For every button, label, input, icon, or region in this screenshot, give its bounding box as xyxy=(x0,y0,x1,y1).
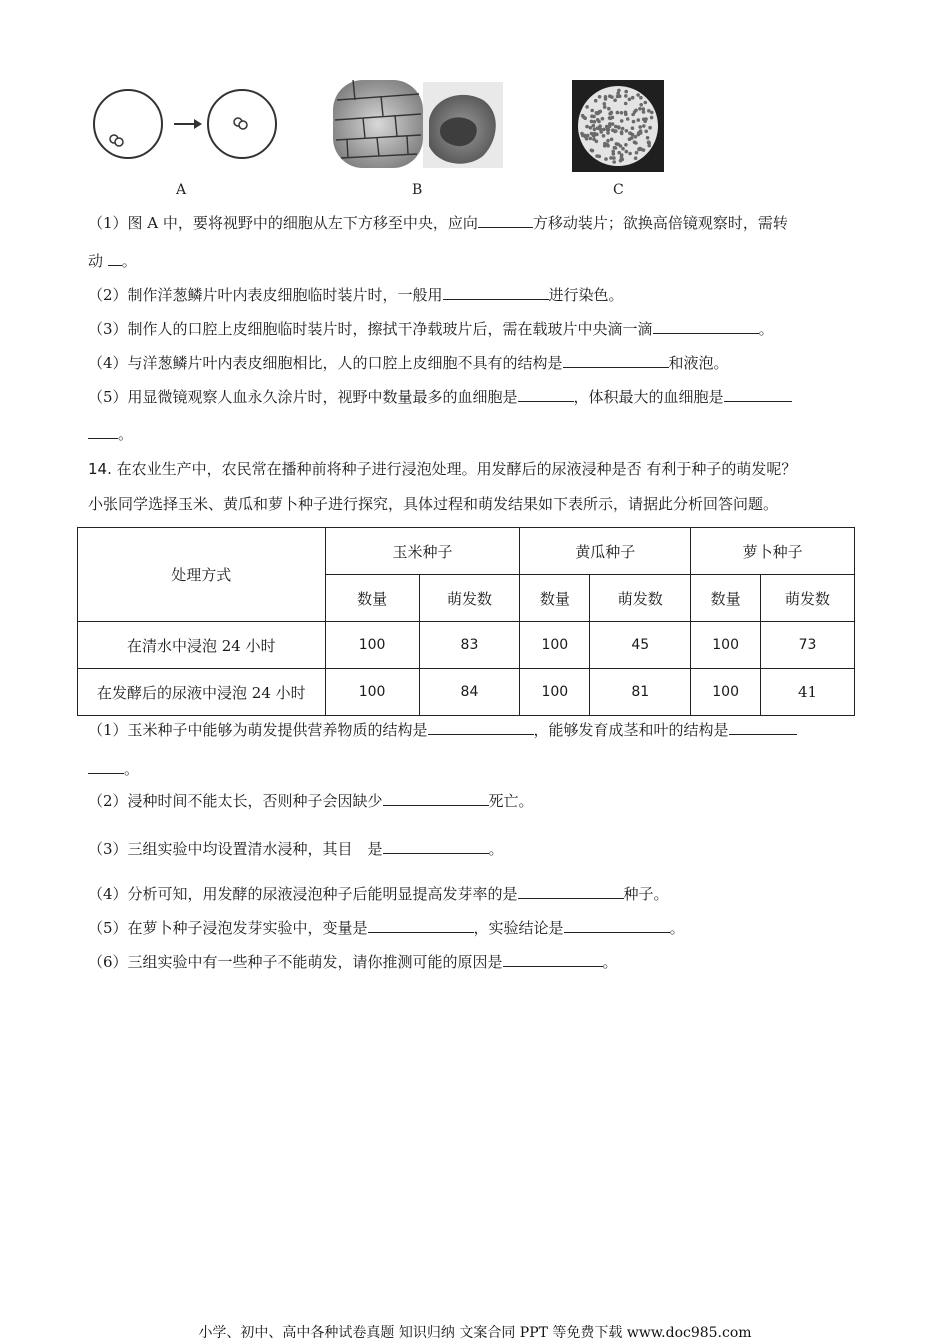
blood-cell-dot xyxy=(590,115,594,119)
blood-cell-dot xyxy=(616,143,620,147)
blood-cell-dot xyxy=(624,102,628,106)
blood-cell-dot xyxy=(616,95,620,99)
blood-cell-dot xyxy=(637,147,641,151)
blood-cell-dot xyxy=(590,120,594,124)
table-cell: 100 xyxy=(325,622,419,669)
q13-part1-line1: （1）图 A 中，要将视野中的细胞从左下方移至中央，应向 方移动装片；欲换高倍镜观察时，需转 xyxy=(88,214,788,232)
figure-c-blood-smear xyxy=(572,80,664,172)
blood-cell-dot xyxy=(612,160,616,164)
blood-cell-dot xyxy=(620,111,624,115)
figure-b-label: B xyxy=(412,182,423,198)
blood-cell-dot xyxy=(592,124,596,128)
blood-cell-dot xyxy=(620,119,624,123)
answer-blank[interactable] xyxy=(478,213,533,228)
blood-cell-dot xyxy=(632,120,636,124)
table-cell: 45 xyxy=(590,622,691,669)
row-label: 在清水中浸泡 24 小时 xyxy=(78,622,326,669)
subheader-cell: 数量 xyxy=(520,575,590,622)
answer-blank[interactable] xyxy=(729,720,797,735)
blood-cell-dot xyxy=(626,117,630,121)
answer-blank[interactable] xyxy=(518,387,574,402)
q14-part5: （5）在萝卜种子浸泡发芽实验中，变量是 ，实验结论是 。 xyxy=(88,919,685,937)
blood-cell-dot xyxy=(590,132,594,136)
blood-cell-dot xyxy=(642,124,646,128)
header-treatment: 处理方式 xyxy=(78,528,326,622)
blood-cell-dot xyxy=(633,110,637,114)
blood-cell-dot xyxy=(581,114,585,118)
table-cell: 73 xyxy=(761,622,855,669)
q14-intro-line2: 小张同学选择玉米、黄瓜和萝卜种子进行探究，具体过程和萌发结果如下表所示，请据此分析回答问题。 xyxy=(88,495,779,513)
blood-cell-dot xyxy=(647,140,651,144)
blood-cell-dot xyxy=(644,130,648,134)
blood-cell-dot xyxy=(617,151,621,155)
blood-cell-dot xyxy=(589,137,593,141)
germination-results-table xyxy=(77,527,855,716)
blood-cell-dot xyxy=(597,120,601,124)
blood-cell-dot xyxy=(595,154,599,158)
blood-cell-dot xyxy=(624,143,628,147)
blood-cell-dot xyxy=(628,131,632,135)
blood-cell-dot xyxy=(624,111,628,115)
blood-cell-dot xyxy=(647,109,651,113)
blood-cell-dot xyxy=(636,93,640,97)
table-cell: 83 xyxy=(419,622,520,669)
blood-cell-dot xyxy=(608,116,612,120)
blood-cell-dot xyxy=(604,95,608,99)
answer-blank[interactable] xyxy=(653,319,759,334)
blood-cell-dot xyxy=(616,111,620,115)
blood-cell-dot xyxy=(580,132,584,136)
blood-cell-dot xyxy=(634,156,638,160)
blood-cell-dot xyxy=(604,157,608,161)
blood-cell-dot xyxy=(631,96,635,100)
answer-blank[interactable] xyxy=(724,387,792,402)
blood-cell-dot xyxy=(628,98,632,102)
blood-cell-dot xyxy=(648,126,652,130)
blood-cell-dot xyxy=(635,151,639,155)
blood-cell-dot xyxy=(642,148,646,152)
blood-cell-dot xyxy=(593,128,597,132)
blood-cell-dot xyxy=(602,134,606,138)
blood-cell-dot xyxy=(628,137,632,141)
table-cell: 100 xyxy=(520,622,590,669)
blood-cell-dot xyxy=(621,127,625,131)
subheader-cell: 数量 xyxy=(691,575,761,622)
blood-cell-dot xyxy=(625,129,629,133)
blood-cell-dot xyxy=(647,144,651,148)
table-row xyxy=(78,622,855,669)
blood-cell-dot xyxy=(598,95,602,99)
blood-cell-dot xyxy=(610,138,614,142)
blood-cell-dot xyxy=(610,111,614,115)
blood-cell-dot xyxy=(595,133,599,137)
q14-part3: （3）三组实验中均设置清水浸种，其目 是 。 xyxy=(88,840,504,858)
blood-cell-dot xyxy=(628,152,632,156)
answer-blank[interactable] xyxy=(368,918,474,933)
answer-blank[interactable] xyxy=(518,884,624,899)
answer-blank[interactable] xyxy=(383,791,489,806)
q14-part6: （6）三组实验中有一些种子不能萌发，请你推测可能的原因是 。 xyxy=(88,953,618,971)
table-row xyxy=(78,669,855,716)
blood-cell-dot xyxy=(638,125,642,129)
blood-cell-dot xyxy=(617,89,621,93)
blood-cell-dot xyxy=(596,126,600,130)
blood-cell-dot xyxy=(611,128,615,132)
blood-cell-dot xyxy=(613,146,617,150)
blood-cell-dot xyxy=(602,128,606,132)
blood-cell-dot xyxy=(624,90,628,94)
blood-cell-dot xyxy=(584,135,588,139)
blood-cell-dot xyxy=(642,110,646,114)
blood-cell-dot xyxy=(639,103,643,107)
blood-cell-dot xyxy=(606,131,610,135)
blood-cell-dot xyxy=(612,152,616,156)
q13-part1-line2: 动 。 xyxy=(88,252,137,270)
blood-cell-dot xyxy=(590,109,594,113)
blood-cell-dot xyxy=(603,102,607,106)
blood-cell-dot xyxy=(646,136,650,140)
blood-cell-dot xyxy=(633,140,637,144)
subheader-cell: 数量 xyxy=(325,575,419,622)
blood-cell-dot xyxy=(644,101,648,105)
blood-cell-dot xyxy=(650,116,654,120)
blood-cell-dot xyxy=(620,130,624,134)
blood-cell-dot xyxy=(617,126,621,130)
figure-c-label: C xyxy=(613,182,624,198)
blood-cell-dot xyxy=(638,107,642,111)
blood-cell-dot xyxy=(631,126,635,130)
blood-cell-dot xyxy=(613,98,617,102)
q14-part4: （4）分析可知，用发酵的尿液浸泡种子后能明显提高发芽率的是 种子。 xyxy=(88,885,669,903)
figure-b-cell-micrographs xyxy=(333,80,505,170)
header-group: 玉米种子 xyxy=(325,528,520,575)
q14-number: 14. xyxy=(88,460,112,478)
q14-intro-line1: 14. 在农业生产中，农民常在播种前将种子进行浸泡处理。用发酵后的尿液浸种是否 有利于种子的萌发呢？ xyxy=(88,460,797,478)
answer-blank[interactable] xyxy=(563,353,669,368)
blood-cell-dot xyxy=(625,150,629,154)
table-cell: 100 xyxy=(691,669,761,716)
q13-part5-line2: 。 xyxy=(88,424,133,444)
page-footer: 小学、初中、高中各种试卷真题 知识归纳 文案合同 PPT 等免费下载 www.doc985.com xyxy=(198,1325,752,1341)
blood-cell-dot xyxy=(614,125,618,129)
blood-cell-dot xyxy=(605,143,609,147)
answer-blank[interactable] xyxy=(503,952,603,967)
header-group: 萝卜种子 xyxy=(691,528,855,575)
blood-cell-dot xyxy=(595,140,599,144)
blood-cell-dot xyxy=(606,128,610,132)
table-cell: 100 xyxy=(691,622,761,669)
answer-blank[interactable] xyxy=(564,918,670,933)
blood-cell-dot xyxy=(605,125,609,129)
blood-cell-dot xyxy=(607,107,611,111)
table-cell: 41 xyxy=(761,669,855,716)
blood-cell-dot xyxy=(603,105,607,109)
blood-cell-dot xyxy=(594,99,598,103)
blood-cell-dot xyxy=(610,95,614,99)
table-cell: 81 xyxy=(590,669,691,716)
subheader-cell: 萌发数 xyxy=(419,575,520,622)
blood-cell-dot xyxy=(601,117,605,121)
q13-part2: （2）制作洋葱鳞片叶内表皮细胞临时装片时，一般用 进行染色。 xyxy=(88,286,624,304)
blood-cell-dot xyxy=(589,126,593,130)
blood-cell-dot xyxy=(637,118,641,122)
blood-cell-dot xyxy=(621,147,625,151)
figure-a-microscope-field-diagram xyxy=(90,84,285,164)
blood-cell-dot xyxy=(608,122,612,126)
q13-part4: （4）与洋葱鳞片叶内表皮细胞相比，人的口腔上皮细胞不具有的结构是 和液泡。 xyxy=(88,354,729,372)
blood-cell-dot xyxy=(639,96,643,100)
subheader-cell: 萌发数 xyxy=(761,575,855,622)
row-label: 在发酵后的尿液中浸泡 24 小时 xyxy=(78,669,326,716)
blood-cell-dot xyxy=(644,117,648,121)
answer-blank[interactable] xyxy=(88,424,118,439)
q14-part1-line1: （1）玉米种子中能够为萌发提供营养物质的结构是 ，能够发育成茎和叶的结构是 xyxy=(88,720,797,740)
answer-blank[interactable] xyxy=(383,839,489,854)
table-cell: 84 xyxy=(419,669,520,716)
blood-cell-dot xyxy=(585,125,589,129)
q14-part2: （2）浸种时间不能太长，否则种子会因缺少 死亡。 xyxy=(88,792,534,810)
figure-a-label: A xyxy=(176,182,187,198)
answer-blank[interactable] xyxy=(108,251,122,266)
blood-cell-dot xyxy=(624,94,628,98)
q14-part1-line2: 。 xyxy=(88,759,139,779)
header-group: 黄瓜种子 xyxy=(520,528,691,575)
table-cell: 100 xyxy=(520,669,590,716)
blood-cell-dot xyxy=(599,110,603,114)
answer-blank[interactable] xyxy=(428,720,534,735)
blood-cell-dot xyxy=(612,156,616,160)
answer-blank[interactable] xyxy=(88,759,124,774)
blood-cell-dot xyxy=(637,131,641,135)
table-header-row xyxy=(78,528,855,575)
blood-cell-dot xyxy=(606,139,610,143)
answer-blank[interactable] xyxy=(443,285,549,300)
q13-part5-line1: （5）用显微镜观察人血永久涂片时，视野中数量最多的血细胞是 ，体积最大的血细胞是 xyxy=(88,387,792,407)
blood-cell-dot xyxy=(591,149,595,153)
table-cell: 100 xyxy=(325,669,419,716)
q13-part3: （3）制作人的口腔上皮细胞临时装片时，擦拭干净载玻片后，需在载玻片中央滴一滴 。 xyxy=(88,320,774,338)
blood-cell-dot xyxy=(634,135,638,139)
figure-row xyxy=(0,70,950,205)
subheader-cell: 萌发数 xyxy=(590,575,691,622)
blood-cell-dot xyxy=(585,105,589,109)
